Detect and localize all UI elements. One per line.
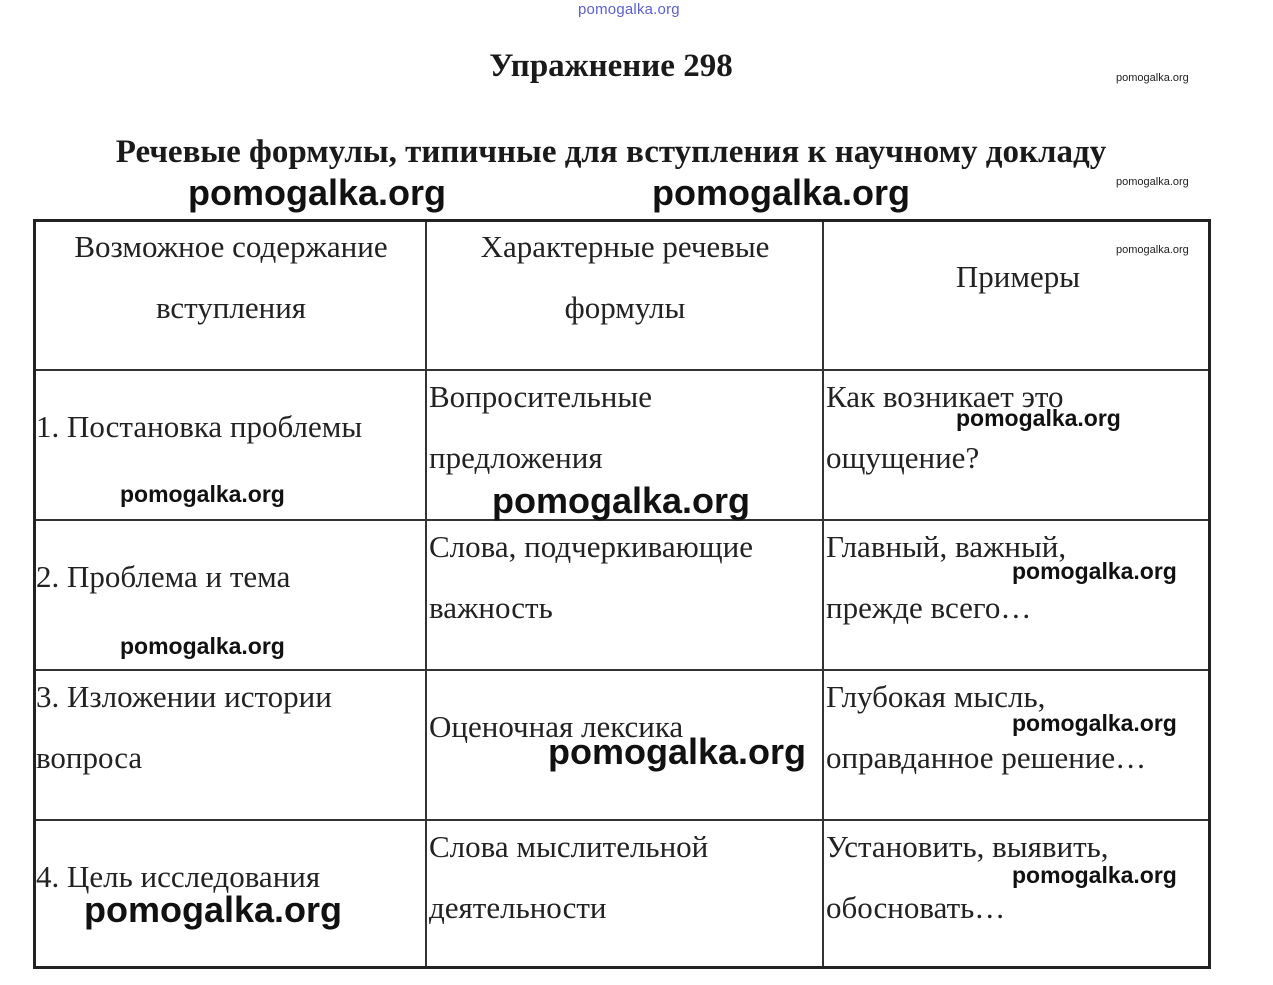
row-4-formulas: Слова мыслительной деятельности bbox=[429, 829, 709, 925]
watermark: pomogalka.org bbox=[188, 172, 447, 213]
row-1-examples: Как возникает это ощущение? bbox=[826, 379, 1064, 475]
watermark: pomogalka.org bbox=[548, 731, 807, 772]
watermark: pomogalka.org bbox=[956, 405, 1121, 431]
watermark: pomogalka.org bbox=[652, 172, 911, 213]
watermark: pomogalka.org bbox=[84, 889, 343, 930]
row-2-content: 2. Проблема и тема bbox=[36, 559, 291, 594]
row-2-formulas: Слова, подчеркивающие важность bbox=[429, 529, 753, 625]
watermark: pomogalka.org bbox=[120, 633, 285, 659]
table-title: Речевые формулы, типичные для вступления к научному докладу bbox=[115, 134, 1107, 170]
row-1-formulas: Вопросительные предложения bbox=[429, 379, 652, 475]
watermark: pomogalka.org bbox=[1012, 862, 1177, 888]
header-examples: Примеры bbox=[955, 259, 1081, 294]
column-divider bbox=[425, 222, 427, 966]
row-3-formulas: Оценочная лексика bbox=[429, 709, 684, 744]
header-formulas: Характерные речевые формулы bbox=[480, 229, 770, 325]
watermark: pomogalka.org bbox=[1012, 558, 1177, 584]
speech-formulas-table bbox=[33, 219, 1211, 969]
row-1-content: 1. Постановка проблемы bbox=[36, 409, 363, 444]
header-content: Возможное содержание вступления bbox=[74, 229, 388, 325]
row-4-content: 4. Цель исследования bbox=[36, 859, 321, 894]
watermark: pomogalka.org bbox=[1012, 710, 1177, 736]
row-2-examples: Главный, важный, прежде всего… bbox=[826, 529, 1067, 625]
row-3-examples: Глубокая мысль, оправданное решение… bbox=[826, 679, 1147, 775]
watermark: pomogalka.org bbox=[120, 481, 285, 507]
watermark: pomogalka.org bbox=[1116, 72, 1189, 84]
watermark: pomogalka.org bbox=[1116, 176, 1189, 188]
watermark: pomogalka.org bbox=[1116, 244, 1189, 256]
exercise-title: Упражнение 298 bbox=[489, 48, 733, 84]
row-4-examples: Установить, выявить, обосновать… bbox=[826, 829, 1109, 925]
watermark: pomogalka.org bbox=[492, 480, 751, 521]
column-divider bbox=[822, 222, 824, 966]
row-3-content: 3. Изложении истории вопроса bbox=[36, 679, 332, 775]
watermark-top: pomogalka.org bbox=[578, 1, 680, 18]
